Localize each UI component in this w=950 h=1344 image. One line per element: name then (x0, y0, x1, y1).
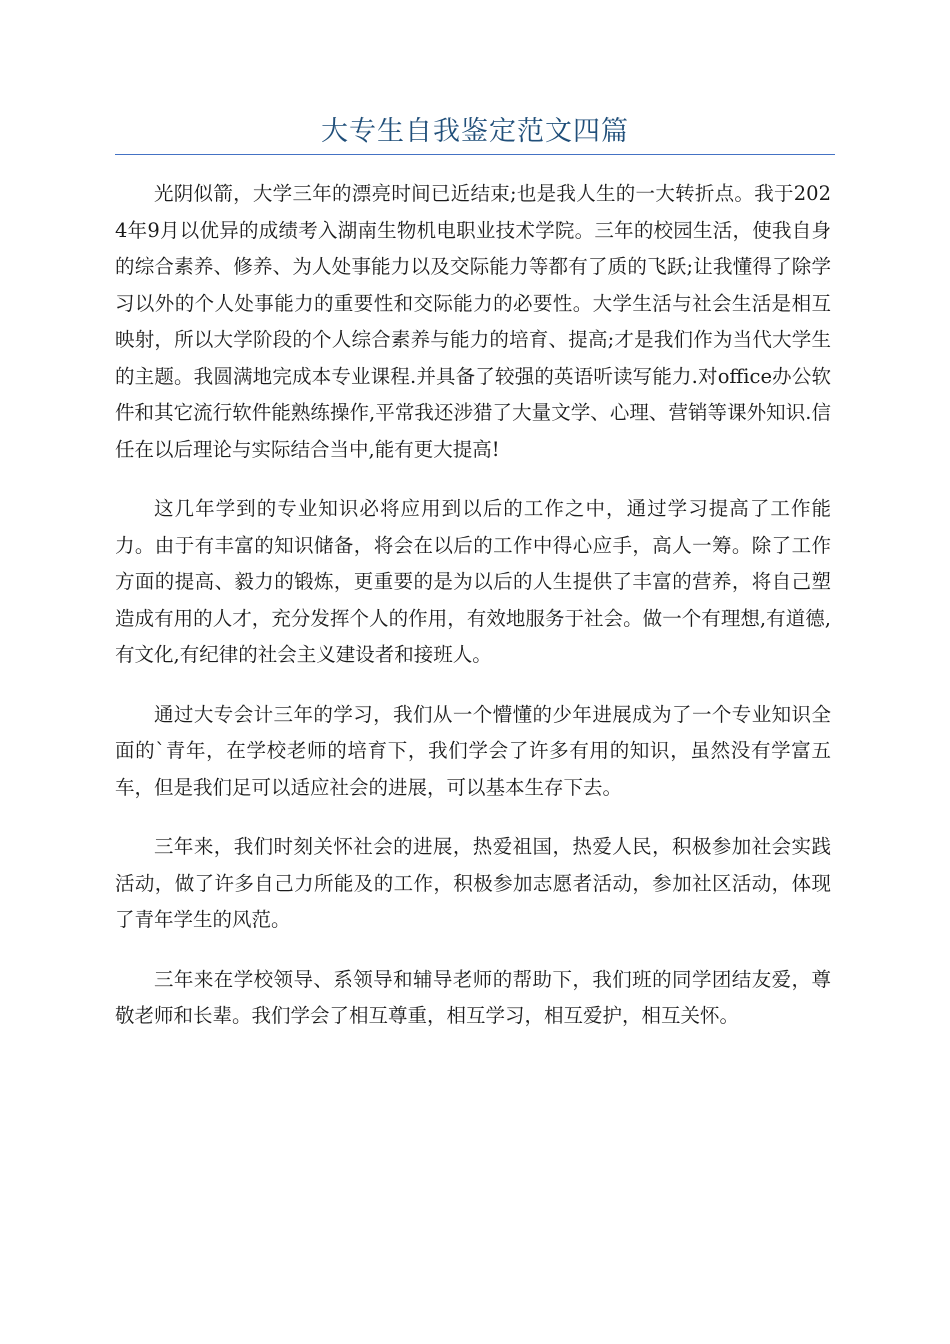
paragraph-3: 通过大专会计三年的学习，我们从一个懵懂的少年进展成为了一个专业知识全面的`青年，在学校老师的培育下，我们学会了许多有用的知识，虽然没有学富五车，但是我们足可以适应社会的进展，可以基本生存下去。 (115, 702, 831, 799)
paragraph-4: 三年来，我们时刻关怀社会的进展，热爱祖国，热爱人民，积极参加社会实践活动，做了许多自己力所能及的工作，积极参加志愿者活动，参加社区活动，体现了青年学生的风范。 (115, 835, 831, 931)
document-title: 大专生自我鉴定范文四篇 (321, 116, 629, 147)
paragraph-5: 三年来在学校领导、系领导和辅导老师的帮助下，我们班的同学团结友爱，尊敬老师和长辈。我们学会了相互尊重，相互学习，相互爱护，相互关怀。 (115, 967, 831, 1027)
paragraph-2: 这几年学到的专业知识必将应用到以后的工作之中，通过学习提高了工作能力。由于有丰富的知识储备，将会在以后的工作中得心应手，高人一筹。除了工作方面的提高、毅力的锻炼，更重要的是为以后的人生提供了丰富的营养，将自己塑造成有用的人才，充分发挥个人的作用，有效地服务于社会。做一个有理想,有道德,有文化,有纪律的社会主义建设者和接班人。 (115, 497, 831, 666)
document-body (115, 176, 831, 1058)
title-underline (115, 154, 835, 155)
paragraph-1: 光阴似箭，大学三年的漂亮时间已近结束;也是我人生的一大转折点。我于2024年9月以优异的成绩考入湖南生物机电职业技术学院。三年的校园生活，使我自身的综合素养、修养、为人处事能力以及交际能力等都有了质的飞跃;让我懂得了除学习以外的个人处事能力的重要性和交际能力的必要性。大学生活与社会生活是相互映射，所以大学阶段的个人综合素养与能力的培育、提高;才是我们作为当代大学生的主题。我圆满地完成本专业课程.并具备了较强的英语听读写能力.对office办公软件和其它流行软件能熟练操作,平常我还涉猎了大量文学、心理、营销等课外知识.信任在以后理论与实际结合当中,能有更大提高! (115, 182, 831, 461)
